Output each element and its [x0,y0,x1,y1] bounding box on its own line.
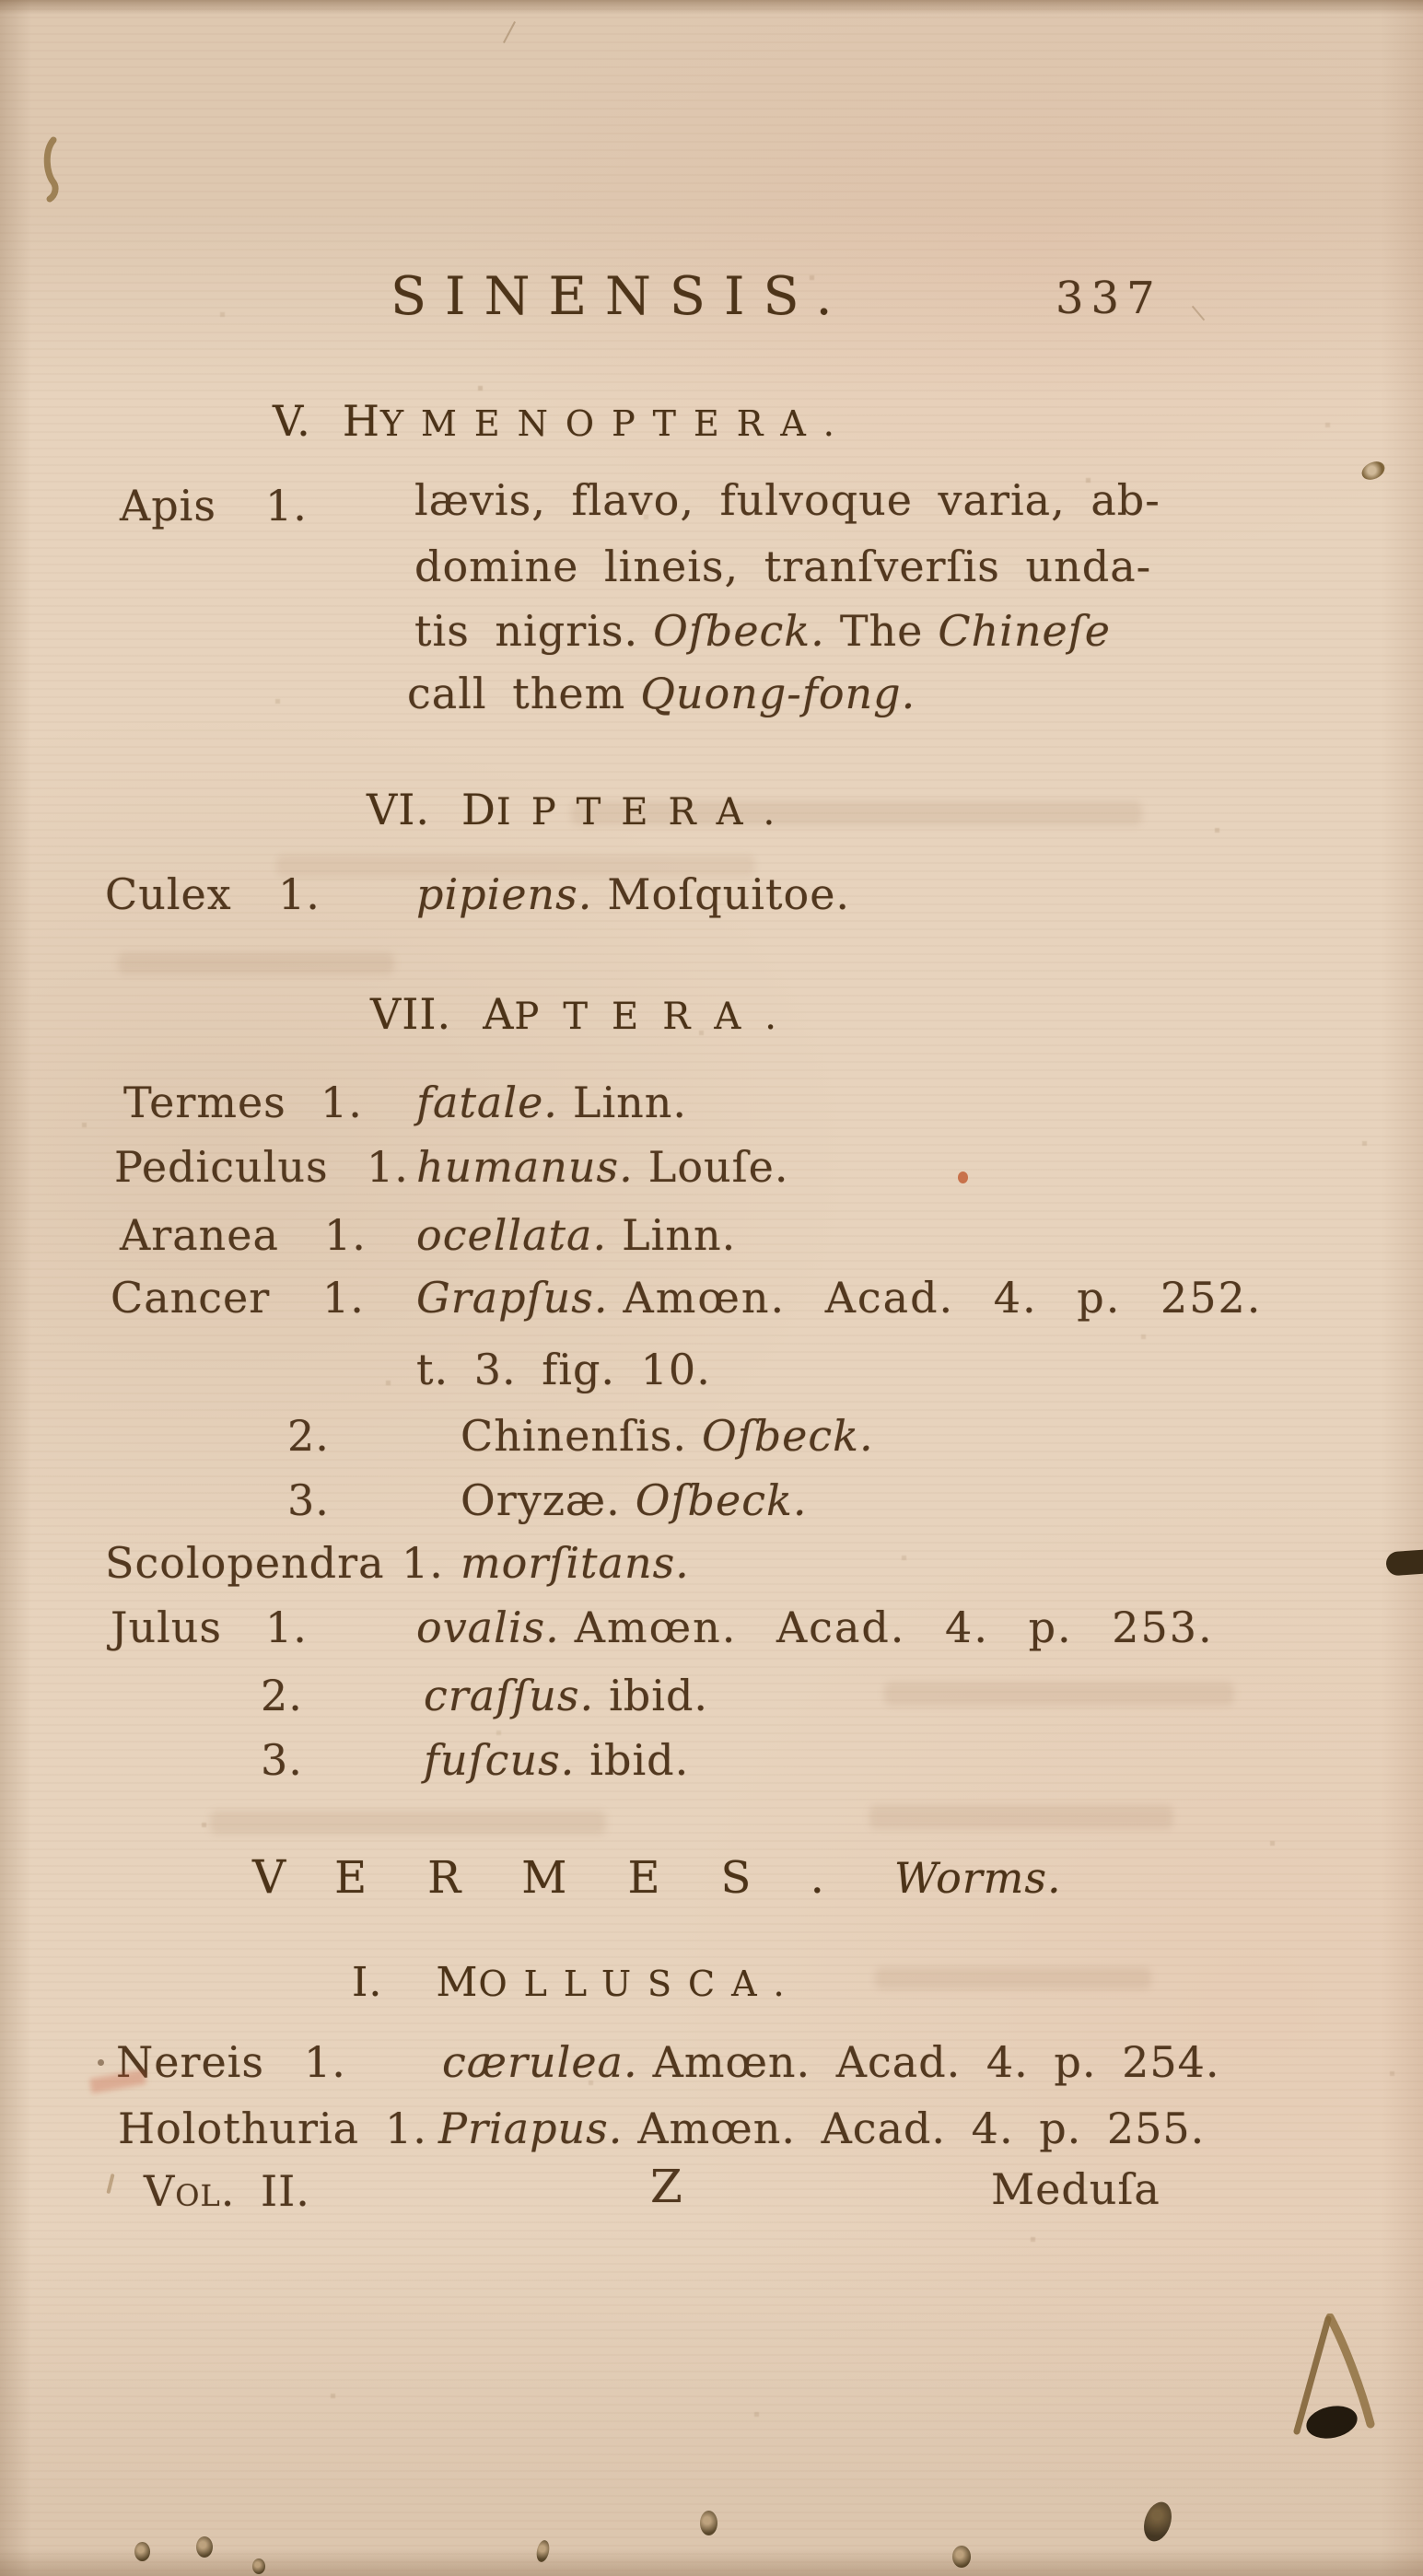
heading-name: PTERA. [514,996,800,1038]
entry-number: 1. [265,1603,308,1652]
species-italic: fuſcus. [424,1735,576,1785]
bottom-ink-blot [1139,2499,1176,2545]
genus-julus: Julus [111,1603,223,1652]
heading-numeral: I. [352,1959,383,2006]
authority-italic: Oſbeck. [653,606,825,656]
entry-number: 1. [304,2037,346,2087]
species-italic: Priapus. [438,2104,624,2153]
genus-holothuria: Holothuria [118,2104,360,2153]
bottom-ink-speck [952,2546,971,2568]
entry-number: 1. [324,1210,367,1260]
reference: Amœn. Acad. 4. p. 255. [637,2104,1206,2153]
showthrough-smudge [875,1967,1151,1989]
heading-numeral: VII. [370,989,452,1039]
aranea-description [416,1210,736,1261]
heading-translation-italic: Worms. [893,1853,1062,1903]
heading-numeral: V. [273,396,311,446]
genus-cancer: Cancer [111,1273,271,1323]
heading-numeral: VI. [367,785,431,834]
authority: Linn. [572,1078,688,1127]
species-roman: Chinenſis. [461,1411,687,1461]
genus-pediculus: Pediculus [114,1142,329,1192]
reference: Amœn. Acad. 4. p. 254. [652,2037,1220,2087]
heading-initial: H [342,396,380,446]
heading-name: ERMES. [334,1852,885,1904]
entry-number: 2. [261,1671,303,1720]
entry-number: 1. [367,1142,409,1192]
apis-description-line3 [414,606,1111,657]
genus-nereis: Nereis [116,2037,265,2087]
species-italic: ocellata. [416,1210,608,1260]
cancer2-description [461,1411,874,1462]
showthrough-smudge [884,1682,1234,1706]
margin-squiggle-mark [41,134,66,204]
julus2-description [424,1671,708,1721]
description-roman: call them [407,669,626,718]
genus-aranea: Aranea [120,1210,279,1260]
reference: ibid. [589,1735,690,1785]
species-italic: fatale. [416,1078,558,1127]
entry-number: 2. [287,1411,330,1461]
authority: Linn. [622,1210,737,1260]
cancer-description [416,1273,1262,1323]
entry-number: 1. [385,2104,427,2153]
description-italic: Chineſe [938,606,1111,656]
species-italic: craſſus. [424,1671,595,1720]
red-ink-smear [89,2069,146,2093]
pediculus-description [416,1142,789,1193]
entry-number: 3. [287,1475,330,1525]
genus-scolopendra: Scolopendra [105,1538,385,1588]
bottom-ink-speck [535,2539,552,2563]
heading-initial: A [483,989,515,1039]
species-roman: Oryzæ. [461,1475,621,1525]
termes-description [416,1078,687,1128]
genus-culex: Culex [105,869,232,919]
nereis-description [442,2037,1220,2088]
authority-italic: Oſbeck. [635,1475,808,1525]
common-name: Moſquitoe. [607,869,851,919]
species-italic: humanus. [416,1142,634,1192]
julus3-description [424,1735,689,1786]
section-heading-aptera [370,989,800,1040]
paper-fiber-hair [1192,306,1205,321]
section-heading-hymenoptera [273,396,852,447]
gathering-signature: Z [650,2160,683,2213]
reference: ibid. [609,1671,709,1720]
cancer-reference-line2: t. 3. fig. 10. [416,1345,711,1394]
showthrough-smudge [869,1805,1173,1829]
class-heading-vermes [252,1849,1062,1906]
description-roman: tis nigris. [414,606,639,656]
julus-description [416,1603,1214,1653]
bottom-ink-speck [134,2542,150,2561]
heading-initial: D [461,785,496,834]
vernacular-name-italic: Quong-fong. [640,669,916,718]
culex-description [416,869,850,920]
heading-name: OLLUSCA. [478,1964,801,2004]
entry-number: 1. [321,1078,363,1127]
apis-description-line1: lævis, flavo, fulvoque varia, ab- [414,475,1161,525]
bottom-ink-speck [252,2559,265,2574]
apis-description-line2: domine lineis, tranſverſis unda- [414,542,1152,591]
page-number: 337 [1056,273,1162,324]
bottom-ink-speck [700,2511,717,2535]
section-heading-mollusca [352,1956,801,2008]
genus-apis: Apis [120,481,216,530]
description-roman: The [839,606,924,656]
holothuria-description [438,2104,1205,2154]
entry-number: 1. [402,1538,444,1588]
orange-ink-dot [958,1171,968,1183]
bottom-ink-speck [196,2536,213,2558]
showthrough-smudge [118,952,394,974]
heading-initial: M [436,1959,479,2006]
apis-description-line4 [407,669,916,719]
entry-number: 1. [265,481,308,530]
reference: Amœn. Acad. 4. p. 252. [623,1273,1263,1323]
species-italic: ovalis. [416,1603,560,1652]
volume-label: Vol. II. [144,2166,310,2216]
running-title: SINENSIS. [391,266,851,327]
ink-dot [98,2059,104,2066]
species-italic: pipiens. [416,869,593,919]
right-edge-ink-dash [1385,1549,1423,1576]
paper-inclusion-speck [1359,458,1387,483]
entry-number: 3. [261,1735,303,1785]
species-italic: cærulea. [442,2037,638,2087]
common-name: Louſe. [647,1142,789,1192]
entry-number: 1. [278,869,321,919]
heading-name: YMENOPTERA. [379,403,852,444]
species-italic: Grapſus. [416,1273,609,1323]
heading-initial: V [252,1850,287,1904]
catchword: Meduſa [991,2164,1161,2214]
faint-pen-tick [106,2174,114,2194]
scolopendra-species-italic: morſitans. [461,1538,690,1588]
cancer3-description [461,1475,807,1526]
paper-fiber-specks [0,0,3,3]
showthrough-smudge [210,1811,606,1835]
section-heading-diptera [367,785,795,835]
genus-termes: Termes [123,1078,286,1127]
handwritten-triangle-mark [1286,2314,1387,2442]
authority-italic: Oſbeck. [701,1411,874,1461]
entry-number: 1. [322,1273,365,1323]
paper-fiber-hair [503,21,516,43]
reference: Amœn. Acad. 4. p. 253. [574,1603,1214,1652]
heading-name: IPTERA. [496,791,796,833]
